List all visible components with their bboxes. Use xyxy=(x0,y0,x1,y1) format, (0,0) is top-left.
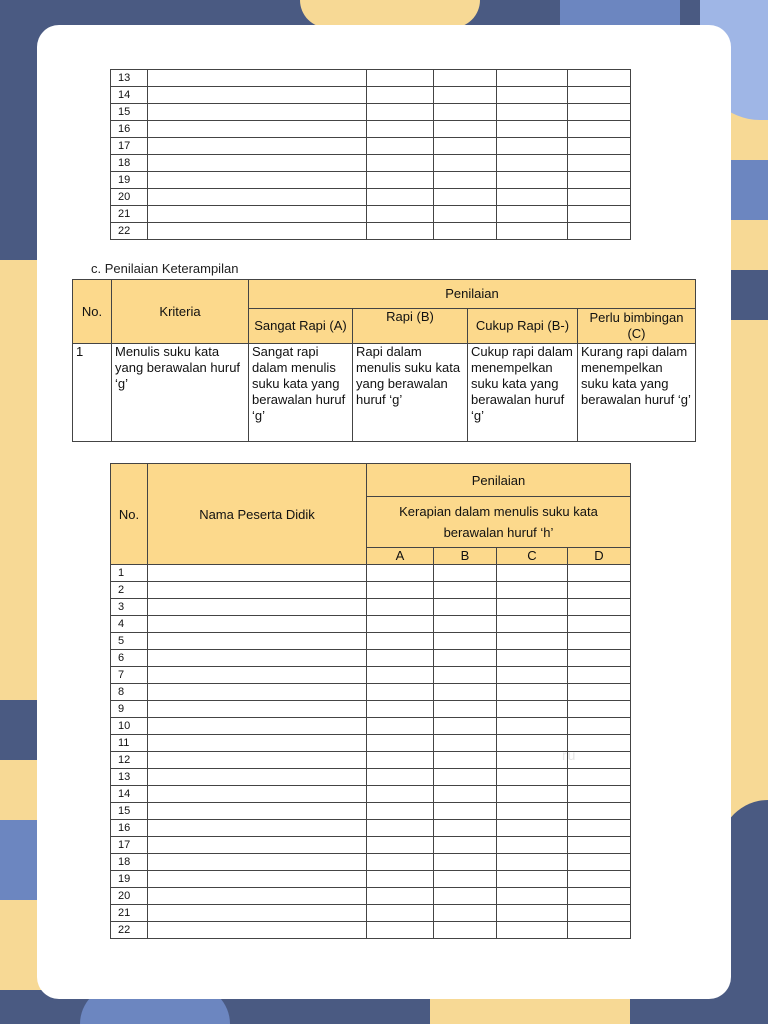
score-cell[interactable] xyxy=(367,684,434,701)
table-row xyxy=(111,820,631,837)
score-cell[interactable] xyxy=(367,138,434,155)
score-cell[interactable] xyxy=(568,769,631,786)
name-cell[interactable] xyxy=(148,888,367,905)
score-cell[interactable] xyxy=(434,155,497,172)
score-cell[interactable] xyxy=(568,718,631,735)
score-cell[interactable] xyxy=(434,888,497,905)
score-cell[interactable] xyxy=(497,769,568,786)
name-cell[interactable] xyxy=(148,223,367,240)
row-cell-c: Kurang rapi dalam menempelkan suku kata yang berawalan huruf ‘g’ xyxy=(578,344,696,442)
row-cell-a: Sangat rapi dalam menulis suku kata yang berawalan huruf ‘g’ xyxy=(249,344,353,442)
score-cell[interactable] xyxy=(434,223,497,240)
score-cell[interactable] xyxy=(434,667,497,684)
table-row xyxy=(111,701,631,718)
score-cell[interactable] xyxy=(568,837,631,854)
table-row xyxy=(111,888,631,905)
name-cell[interactable] xyxy=(148,104,367,121)
row-number: 17 xyxy=(111,837,148,854)
name-cell[interactable] xyxy=(148,701,367,718)
score-cell[interactable] xyxy=(568,616,631,633)
score-cell[interactable] xyxy=(497,820,568,837)
score-cell[interactable] xyxy=(568,905,631,922)
table-row xyxy=(111,752,631,769)
row-number: 11 xyxy=(111,735,148,752)
name-cell[interactable] xyxy=(148,718,367,735)
table-row xyxy=(111,633,631,650)
row-number: 20 xyxy=(111,189,148,206)
name-cell[interactable] xyxy=(148,599,367,616)
row-number: 3 xyxy=(111,599,148,616)
score-cell[interactable] xyxy=(367,735,434,752)
row-number: 12 xyxy=(111,752,148,769)
score-cell[interactable] xyxy=(367,650,434,667)
table-row xyxy=(111,871,631,888)
table-row xyxy=(111,667,631,684)
row-number: 7 xyxy=(111,667,148,684)
score-cell[interactable] xyxy=(367,820,434,837)
header-level-a: Sangat Rapi (A) xyxy=(249,309,353,344)
score-cell[interactable] xyxy=(434,837,497,854)
score-cell[interactable] xyxy=(497,121,568,138)
score-cell[interactable] xyxy=(497,633,568,650)
name-cell[interactable] xyxy=(148,121,367,138)
header-level-b-minus: Cukup Rapi (B-) xyxy=(468,309,578,344)
score-cell[interactable] xyxy=(434,752,497,769)
table-row xyxy=(111,735,631,752)
score-cell[interactable] xyxy=(568,735,631,752)
name-cell[interactable] xyxy=(148,189,367,206)
score-cell[interactable] xyxy=(497,837,568,854)
score-cell[interactable] xyxy=(434,565,497,582)
header-kriteria: Kriteria xyxy=(112,280,249,344)
score-cell[interactable] xyxy=(434,871,497,888)
row-number: 14 xyxy=(111,87,148,104)
table-row xyxy=(111,121,631,138)
score-cell[interactable] xyxy=(568,104,631,121)
score-cell[interactable] xyxy=(497,104,568,121)
table-row xyxy=(111,223,631,240)
name-cell[interactable] xyxy=(148,803,367,820)
score-cell[interactable] xyxy=(497,752,568,769)
score-cell[interactable] xyxy=(367,786,434,803)
score-cell[interactable] xyxy=(434,854,497,871)
score-cell[interactable] xyxy=(367,667,434,684)
score-cell[interactable] xyxy=(497,70,568,87)
score-cell[interactable] xyxy=(497,718,568,735)
score-cell[interactable] xyxy=(568,206,631,223)
score-cell[interactable] xyxy=(434,701,497,718)
score-cell[interactable] xyxy=(497,803,568,820)
score-cell[interactable] xyxy=(367,189,434,206)
name-cell[interactable] xyxy=(148,752,367,769)
name-cell[interactable] xyxy=(148,922,367,939)
score-cell[interactable] xyxy=(568,854,631,871)
table-row xyxy=(111,718,631,735)
name-cell[interactable] xyxy=(148,633,367,650)
score-cell[interactable] xyxy=(568,633,631,650)
score-cell[interactable] xyxy=(434,616,497,633)
score-cell[interactable] xyxy=(434,87,497,104)
top-assessment-table xyxy=(110,69,631,240)
row-number: 19 xyxy=(111,172,148,189)
score-cell[interactable] xyxy=(434,684,497,701)
row-number: 22 xyxy=(111,922,148,939)
score-cell[interactable] xyxy=(367,121,434,138)
score-cell[interactable] xyxy=(367,155,434,172)
table-row xyxy=(111,837,631,854)
row-number: 13 xyxy=(111,769,148,786)
score-cell[interactable] xyxy=(568,684,631,701)
name-cell[interactable] xyxy=(148,650,367,667)
name-cell[interactable] xyxy=(148,786,367,803)
name-cell[interactable] xyxy=(148,138,367,155)
score-cell[interactable] xyxy=(497,87,568,104)
score-cell[interactable] xyxy=(568,922,631,939)
section-title: c. Penilaian Keterampilan xyxy=(91,261,239,276)
score-cell[interactable] xyxy=(497,616,568,633)
table-row xyxy=(111,616,631,633)
score-cell[interactable] xyxy=(497,684,568,701)
table-row xyxy=(111,172,631,189)
row-number: 1 xyxy=(111,565,148,582)
score-cell[interactable] xyxy=(497,871,568,888)
name-cell[interactable] xyxy=(148,871,367,888)
score-cell[interactable] xyxy=(568,667,631,684)
header-col-a: A xyxy=(367,548,434,565)
row-number: 13 xyxy=(111,70,148,87)
table-row xyxy=(111,905,631,922)
score-cell[interactable] xyxy=(568,650,631,667)
table-row xyxy=(111,769,631,786)
score-cell[interactable] xyxy=(497,565,568,582)
table-row xyxy=(111,206,631,223)
score-cell[interactable] xyxy=(367,87,434,104)
row-no: 1 xyxy=(73,344,112,442)
name-cell[interactable] xyxy=(148,667,367,684)
score-cell[interactable] xyxy=(434,104,497,121)
score-cell[interactable] xyxy=(497,138,568,155)
header-level-b: Rapi (B) xyxy=(353,309,468,344)
row-number: 10 xyxy=(111,718,148,735)
score-cell[interactable] xyxy=(497,650,568,667)
student-assessment-table xyxy=(110,463,631,939)
row-number: 18 xyxy=(111,155,148,172)
score-cell[interactable] xyxy=(497,155,568,172)
table-row xyxy=(111,803,631,820)
row-kriteria: Menulis suku kata yang berawalan huruf ‘g’ xyxy=(112,344,249,442)
header-col-d: D xyxy=(568,548,631,565)
score-cell[interactable] xyxy=(367,752,434,769)
score-cell[interactable] xyxy=(434,905,497,922)
score-cell[interactable] xyxy=(568,87,631,104)
header-col-c: C xyxy=(497,548,568,565)
score-cell[interactable] xyxy=(434,633,497,650)
score-cell[interactable] xyxy=(434,582,497,599)
score-cell[interactable] xyxy=(434,121,497,138)
name-cell[interactable] xyxy=(148,565,367,582)
score-cell[interactable] xyxy=(568,121,631,138)
header-no: No. xyxy=(73,280,112,344)
score-cell[interactable] xyxy=(568,172,631,189)
row-number: 20 xyxy=(111,888,148,905)
score-cell[interactable] xyxy=(367,582,434,599)
score-cell[interactable] xyxy=(434,735,497,752)
row-number: 14 xyxy=(111,786,148,803)
score-cell[interactable] xyxy=(434,599,497,616)
score-cell[interactable] xyxy=(434,922,497,939)
header-level-c: Perlu bimbingan (C) xyxy=(578,309,696,344)
score-cell[interactable] xyxy=(434,786,497,803)
row-number: 6 xyxy=(111,650,148,667)
header-no: No. xyxy=(111,464,148,565)
name-cell[interactable] xyxy=(148,684,367,701)
score-cell[interactable] xyxy=(434,206,497,223)
row-cell-b-minus: Cukup rapi dalam menempelkan suku kata yang berawalan huruf ‘g’ xyxy=(468,344,578,442)
table-row xyxy=(111,104,631,121)
table-row xyxy=(111,138,631,155)
row-number: 22 xyxy=(111,223,148,240)
table-row xyxy=(111,565,631,582)
score-cell[interactable] xyxy=(434,172,497,189)
name-cell[interactable] xyxy=(148,70,367,87)
name-cell[interactable] xyxy=(148,582,367,599)
row-number: 15 xyxy=(111,803,148,820)
row-number: 8 xyxy=(111,684,148,701)
score-cell[interactable] xyxy=(434,803,497,820)
row-number: 15 xyxy=(111,104,148,121)
score-cell[interactable] xyxy=(434,820,497,837)
score-cell[interactable] xyxy=(568,565,631,582)
score-cell[interactable] xyxy=(497,189,568,206)
score-cell[interactable] xyxy=(497,582,568,599)
name-cell[interactable] xyxy=(148,735,367,752)
table-row xyxy=(111,70,631,87)
score-cell[interactable] xyxy=(434,718,497,735)
score-cell[interactable] xyxy=(367,104,434,121)
score-cell[interactable] xyxy=(497,854,568,871)
name-cell[interactable] xyxy=(148,837,367,854)
score-cell[interactable] xyxy=(497,905,568,922)
row-number: 21 xyxy=(111,905,148,922)
score-cell[interactable] xyxy=(497,701,568,718)
row-number: 16 xyxy=(111,121,148,138)
row-number: 19 xyxy=(111,871,148,888)
skill-assessment-table xyxy=(72,279,696,442)
score-cell[interactable] xyxy=(367,701,434,718)
score-cell[interactable] xyxy=(497,735,568,752)
score-cell[interactable] xyxy=(367,922,434,939)
score-cell[interactable] xyxy=(568,70,631,87)
row-number: 18 xyxy=(111,854,148,871)
score-cell[interactable] xyxy=(568,138,631,155)
score-cell[interactable] xyxy=(367,854,434,871)
score-cell[interactable] xyxy=(367,769,434,786)
score-cell[interactable] xyxy=(367,206,434,223)
score-cell[interactable] xyxy=(497,922,568,939)
name-cell[interactable] xyxy=(148,172,367,189)
score-cell[interactable] xyxy=(367,905,434,922)
score-cell[interactable] xyxy=(367,599,434,616)
score-cell[interactable] xyxy=(367,718,434,735)
score-cell[interactable] xyxy=(568,786,631,803)
header-col-b: B xyxy=(434,548,497,565)
header-nama: Nama Peserta Didik xyxy=(148,464,367,565)
score-cell[interactable] xyxy=(568,599,631,616)
score-cell[interactable] xyxy=(568,888,631,905)
table-row xyxy=(111,189,631,206)
name-cell[interactable] xyxy=(148,87,367,104)
table-row xyxy=(111,599,631,616)
watermark: ru xyxy=(562,747,577,763)
table-row xyxy=(111,786,631,803)
score-cell[interactable] xyxy=(367,70,434,87)
name-cell[interactable] xyxy=(148,854,367,871)
score-cell[interactable] xyxy=(497,888,568,905)
worksheet-page xyxy=(37,25,731,999)
score-cell[interactable] xyxy=(568,582,631,599)
score-cell[interactable] xyxy=(497,172,568,189)
header-kriteria: Kerapian dalam menulis suku kata berawalan huruf ‘h’ xyxy=(367,497,631,548)
row-number: 16 xyxy=(111,820,148,837)
score-cell[interactable] xyxy=(568,189,631,206)
score-cell[interactable] xyxy=(367,871,434,888)
score-cell[interactable] xyxy=(434,769,497,786)
score-cell[interactable] xyxy=(367,565,434,582)
name-cell[interactable] xyxy=(148,905,367,922)
score-cell[interactable] xyxy=(434,70,497,87)
score-cell[interactable] xyxy=(367,888,434,905)
row-number: 9 xyxy=(111,701,148,718)
name-cell[interactable] xyxy=(148,769,367,786)
score-cell[interactable] xyxy=(568,820,631,837)
name-cell[interactable] xyxy=(148,206,367,223)
row-cell-b: Rapi dalam menulis suku kata yang berawalan huruf ‘g’ xyxy=(353,344,468,442)
score-cell[interactable] xyxy=(497,599,568,616)
header-penilaian: Penilaian xyxy=(249,280,696,309)
score-cell[interactable] xyxy=(568,752,631,769)
name-cell[interactable] xyxy=(148,820,367,837)
score-cell[interactable] xyxy=(497,667,568,684)
row-number: 21 xyxy=(111,206,148,223)
table-row xyxy=(111,582,631,599)
score-cell[interactable] xyxy=(568,701,631,718)
score-cell[interactable] xyxy=(367,633,434,650)
table-row xyxy=(111,87,631,104)
score-cell[interactable] xyxy=(568,223,631,240)
score-cell[interactable] xyxy=(568,155,631,172)
row-number: 2 xyxy=(111,582,148,599)
score-cell[interactable] xyxy=(434,650,497,667)
table-row xyxy=(111,650,631,667)
header-penilaian: Penilaian xyxy=(367,464,631,497)
name-cell[interactable] xyxy=(148,155,367,172)
row-number: 17 xyxy=(111,138,148,155)
score-cell[interactable] xyxy=(568,803,631,820)
score-cell[interactable] xyxy=(568,871,631,888)
score-cell[interactable] xyxy=(497,206,568,223)
score-cell[interactable] xyxy=(434,189,497,206)
score-cell[interactable] xyxy=(434,138,497,155)
table-row xyxy=(111,684,631,701)
table-row xyxy=(111,854,631,871)
score-cell[interactable] xyxy=(497,786,568,803)
score-cell[interactable] xyxy=(497,223,568,240)
table-row xyxy=(111,922,631,939)
score-cell[interactable] xyxy=(367,837,434,854)
row-number: 5 xyxy=(111,633,148,650)
score-cell[interactable] xyxy=(367,172,434,189)
table-row xyxy=(111,155,631,172)
score-cell[interactable] xyxy=(367,223,434,240)
score-cell[interactable] xyxy=(367,803,434,820)
row-number: 4 xyxy=(111,616,148,633)
name-cell[interactable] xyxy=(148,616,367,633)
score-cell[interactable] xyxy=(367,616,434,633)
